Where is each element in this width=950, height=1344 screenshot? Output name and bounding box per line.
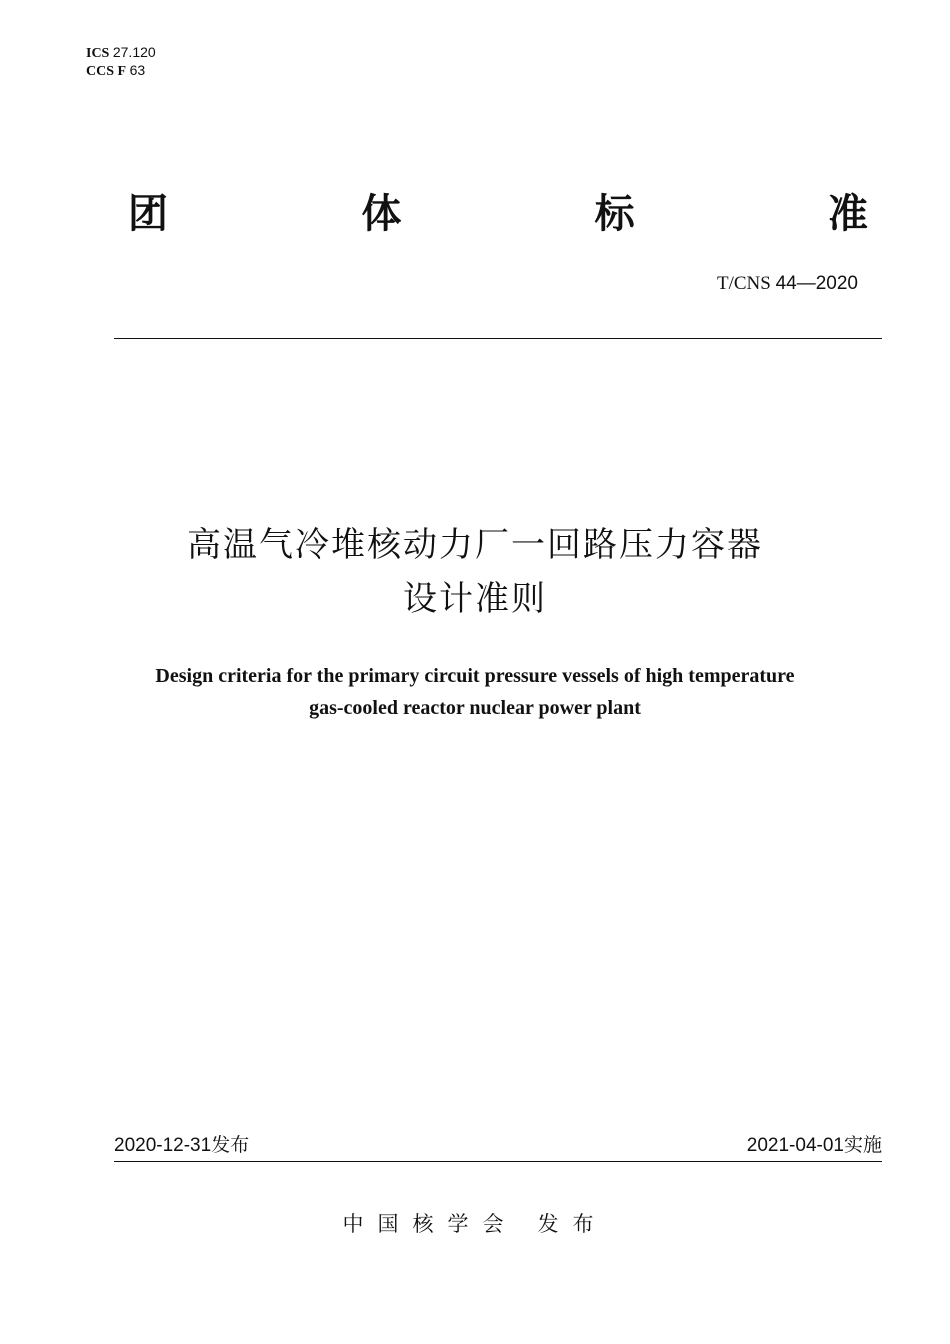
effective-date-value: 2021-04-01 — [746, 1135, 844, 1156]
footer-divider — [114, 1161, 882, 1162]
ics-code — [86, 44, 156, 62]
publisher-action: 发布 — [537, 1212, 608, 1236]
header-divider — [114, 338, 882, 339]
effective-date — [747, 1130, 882, 1157]
standard-type-char: 团 — [128, 190, 168, 237]
english-title-line-1: Design criteria for the primary circuit pressure vessels of high temperature — [155, 665, 795, 687]
ccs-label: CCS — [86, 64, 115, 79]
ccs-class: F — [117, 64, 127, 79]
english-title-line-2: gas-cooled reactor nuclear power plant — [309, 697, 641, 719]
ics-value: 27.120 — [112, 44, 156, 60]
standard-number-prefix: T/CNS — [716, 273, 771, 294]
standard-type-char: 准 — [827, 190, 868, 237]
issue-date-value: 2020-12-31 — [114, 1135, 212, 1156]
issue-date-label: 发布 — [211, 1134, 250, 1156]
standard-type-char: 标 — [594, 190, 635, 237]
issue-date — [114, 1130, 249, 1157]
standard-type-char: 体 — [361, 190, 402, 237]
ccs-code — [86, 62, 156, 80]
publisher-name: 中国核学会 — [342, 1212, 518, 1236]
standard-number — [717, 273, 858, 295]
publisher — [0, 1208, 950, 1238]
ccs-value: 63 — [129, 62, 146, 78]
chinese-title-line-2: 设计准则 — [403, 579, 547, 619]
chinese-title — [75, 518, 875, 626]
chinese-title-line-1: 高温气冷堆核动力厂一回路压力容器 — [187, 525, 763, 565]
ics-label: ICS — [86, 46, 110, 61]
standard-type-heading — [128, 180, 868, 240]
effective-date-label: 实施 — [843, 1134, 882, 1156]
english-title — [75, 660, 875, 724]
standard-number-value: 44—2020 — [775, 273, 858, 294]
classification-codes — [86, 44, 156, 80]
